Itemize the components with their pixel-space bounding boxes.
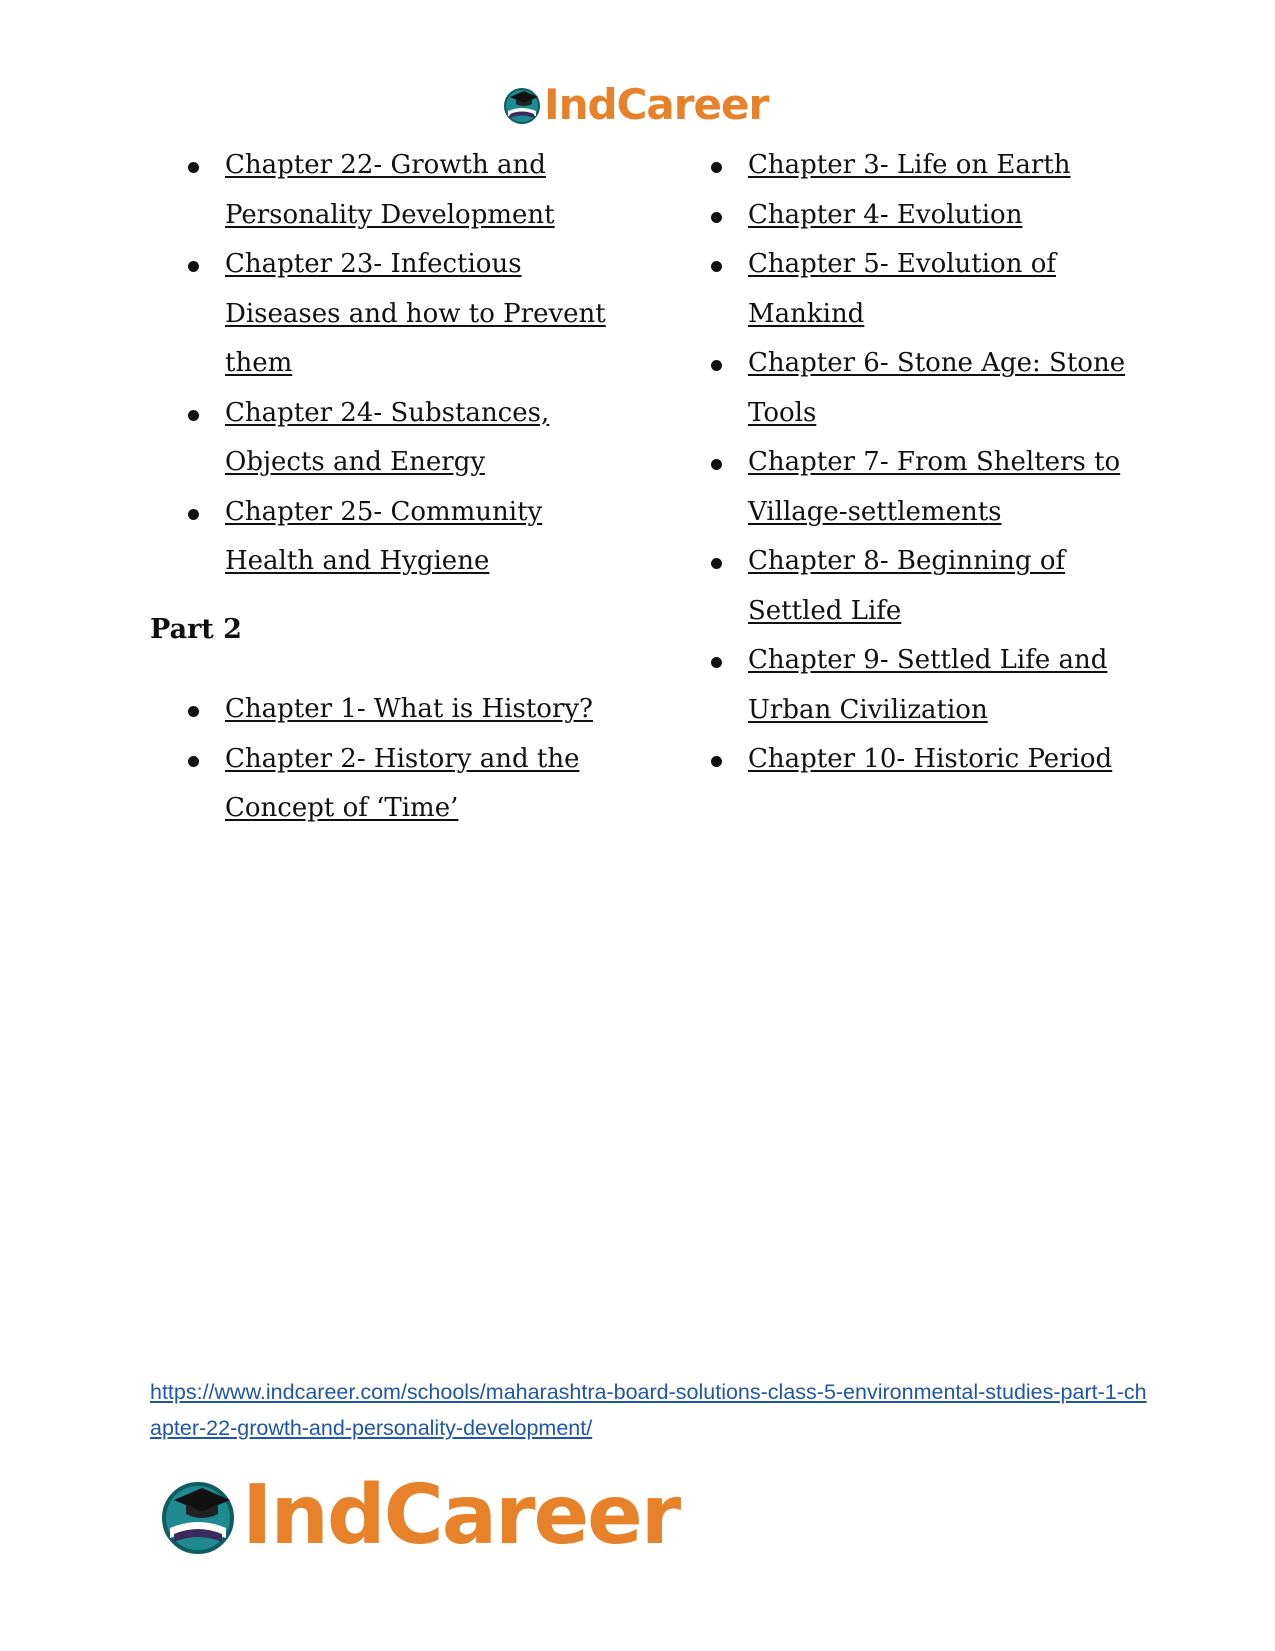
list-item [150, 735, 610, 834]
chapter-link[interactable]: Chapter 4- Evolution [748, 199, 1023, 230]
bullet-icon [188, 756, 199, 767]
chapter-link[interactable]: Chapter 23- Infectious Diseases and how to Prevent them [225, 249, 606, 378]
bullet-icon [711, 162, 722, 173]
graduation-cap-globe-icon [502, 85, 542, 125]
list-item [673, 240, 1143, 339]
chapter-link[interactable]: Chapter 1- What is History? [225, 694, 593, 724]
chapter-link[interactable]: Chapter 5- Evolution of Mankind [748, 249, 1056, 329]
bullet-icon [711, 212, 722, 223]
chapter-link[interactable]: Chapter 10- Historic Period [748, 744, 1113, 774]
bullet-icon [711, 657, 722, 668]
chapter-link[interactable]: Chapter 3- Life on Earth [748, 150, 1071, 180]
bullet-icon [188, 261, 199, 272]
list-item [150, 240, 610, 389]
chapter-link[interactable]: Chapter 24- Substances, Objects and Energy [225, 397, 550, 477]
list-item [673, 537, 1143, 636]
chapter-link[interactable]: Chapter 2- History and the Concept of ‘Time’ [225, 743, 580, 823]
chapter-link[interactable]: Chapter 7- From Shelters to Village-settlements [748, 447, 1121, 527]
bullet-icon [188, 706, 199, 717]
list-item [673, 141, 1143, 191]
part2-chapter-list [150, 685, 610, 834]
list-item [673, 191, 1143, 241]
chapter-link[interactable]: Chapter 25- Community Health and Hygiene [225, 496, 543, 576]
list-item [150, 488, 610, 587]
graduation-cap-globe-icon [158, 1476, 238, 1556]
right-chapter-list [673, 141, 1143, 785]
bullet-icon [188, 162, 199, 173]
list-item [673, 339, 1143, 438]
bullet-icon [188, 410, 199, 421]
bullet-icon [711, 360, 722, 371]
bullet-icon [711, 756, 722, 767]
list-item [673, 438, 1143, 537]
list-item [150, 141, 610, 240]
bullet-icon [711, 558, 722, 569]
list-item [673, 636, 1143, 735]
bullet-icon [188, 509, 199, 520]
logo-wordmark: IndCareer [544, 80, 769, 129]
header-logo [502, 80, 768, 129]
source-url-link[interactable]: https://www.indcareer.com/schools/maharashtra-board-solutions-class-5-environmental-studies-part-1-chapter-22-growth-and-personality-development/ [150, 1380, 1147, 1440]
footer-logo [158, 1468, 679, 1563]
list-item [150, 389, 610, 488]
chapter-link[interactable]: Chapter 8- Beginning of Settled Life [748, 546, 1066, 626]
logo-wordmark: IndCareer [242, 1468, 680, 1563]
list-item [673, 735, 1143, 785]
list-item [150, 685, 610, 735]
chapter-link[interactable]: Chapter 9- Settled Life and Urban Civilization [748, 645, 1108, 725]
left-chapter-list [150, 141, 610, 587]
part2-heading: Part 2 [150, 614, 242, 645]
chapter-link[interactable]: Chapter 6- Stone Age: Stone Tools [748, 348, 1126, 428]
chapter-link[interactable]: Chapter 22- Growth and Personality Development [225, 150, 555, 230]
bullet-icon [711, 261, 722, 272]
bullet-icon [711, 459, 722, 470]
